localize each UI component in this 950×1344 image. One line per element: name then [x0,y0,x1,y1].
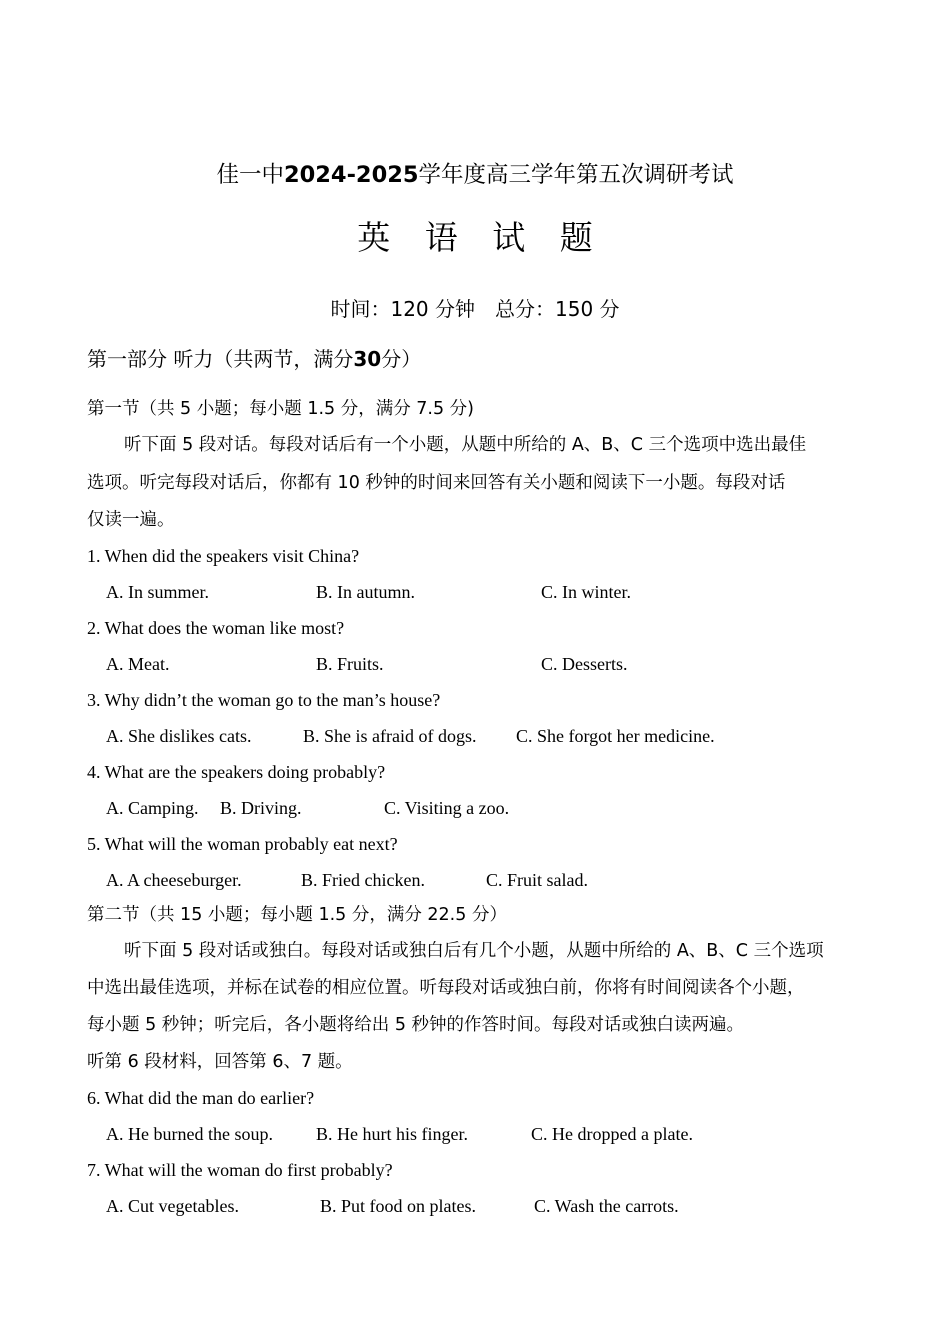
section2-heading: 第二节（共 15 小题；每小题 1.5 分，满分 22.5 分） [87,905,507,925]
question-stem: 2. What does the woman like most? [87,618,345,638]
option-b: B. In autumn. [316,582,415,602]
option-a: A. He burned the soup. [106,1124,273,1144]
section1-instruction-line: 仅读一遍。 [87,510,175,530]
material-note: 听第 6 段材料，回答第 6、7 题。 [87,1052,353,1072]
option-c: C. Desserts. [541,654,628,674]
title-school: 佳一中 [216,162,284,188]
option-b: B. She is afraid of dogs. [303,726,477,746]
option-a: A. A cheeseburger. [106,870,242,890]
question-stem: 1. When did the speakers visit China? [87,546,360,566]
option-c: C. She forgot her medicine. [516,726,715,746]
option-b: B. Fried chicken. [301,870,425,890]
section1-instruction-line: 听下面 5 段对话。每段对话后有一个小题，从题中所给的 A、B、C 三个选项中选出最佳 [124,435,807,455]
option-c: C. In winter. [541,582,631,602]
option-a: A. Camping. [106,798,199,818]
question-stem: 3. Why didn’t the woman go to the man’s house? [87,690,441,710]
part1-score: 30 [353,347,382,371]
title-year: 2024-2025 [283,162,419,188]
option-a: A. She dislikes cats. [106,726,252,746]
section1-heading: 第一节（共 5 小题；每小题 1.5 分，满分 7.5 分) [87,399,474,419]
exam-title [0,161,950,189]
option-c: C. He dropped a plate. [531,1124,693,1144]
section1-instruction-line: 选项。听完每段对话后，你都有 10 秒钟的时间来回答有关小题和阅读下一小题。每段对话 [87,473,786,493]
option-b: B. Fruits. [316,654,384,674]
question-stem: 7. What will the woman do first probably? [87,1160,393,1180]
section2-instruction-line: 中选出最佳选项，并标在试卷的相应位置。听每段对话或独白前，你将有时间阅读各个小题， [87,978,805,998]
option-a: A. Cut vegetables. [106,1196,239,1216]
question-stem: 5. What will the woman probably eat next? [87,834,398,854]
option-b: B. Put food on plates. [320,1196,476,1216]
subject-title: 英 语 试 题 [357,218,605,257]
question-stem: 4. What are the speakers doing probably? [87,762,386,782]
question-stem: 6. What did the man do earlier? [87,1088,315,1108]
section2-instruction-line: 听下面 5 段对话或独白。每段对话或独白后有几个小题，从题中所给的 A、B、C 三个选项 [124,941,824,961]
option-a: A. Meat. [106,654,170,674]
part1-heading: 第一部分 听力（共两节，满分30分） [87,347,422,371]
option-b: B. Driving. [220,798,302,818]
title-exam-name: 学年度高三学年第五次调研考试 [418,162,734,188]
time-info: 时间：120 分钟 总分：150 分 [330,297,620,321]
option-c: C. Wash the carrots. [534,1196,679,1216]
section2-instruction-line: 每小题 5 秒钟；听完后，各小题将给出 5 秒钟的作答时间。每段对话或独白读两遍。 [87,1015,745,1035]
option-c: C. Fruit salad. [486,870,588,890]
option-a: A. In summer. [106,582,209,602]
option-b: B. He hurt his finger. [316,1124,468,1144]
option-c: C. Visiting a zoo. [384,798,510,818]
